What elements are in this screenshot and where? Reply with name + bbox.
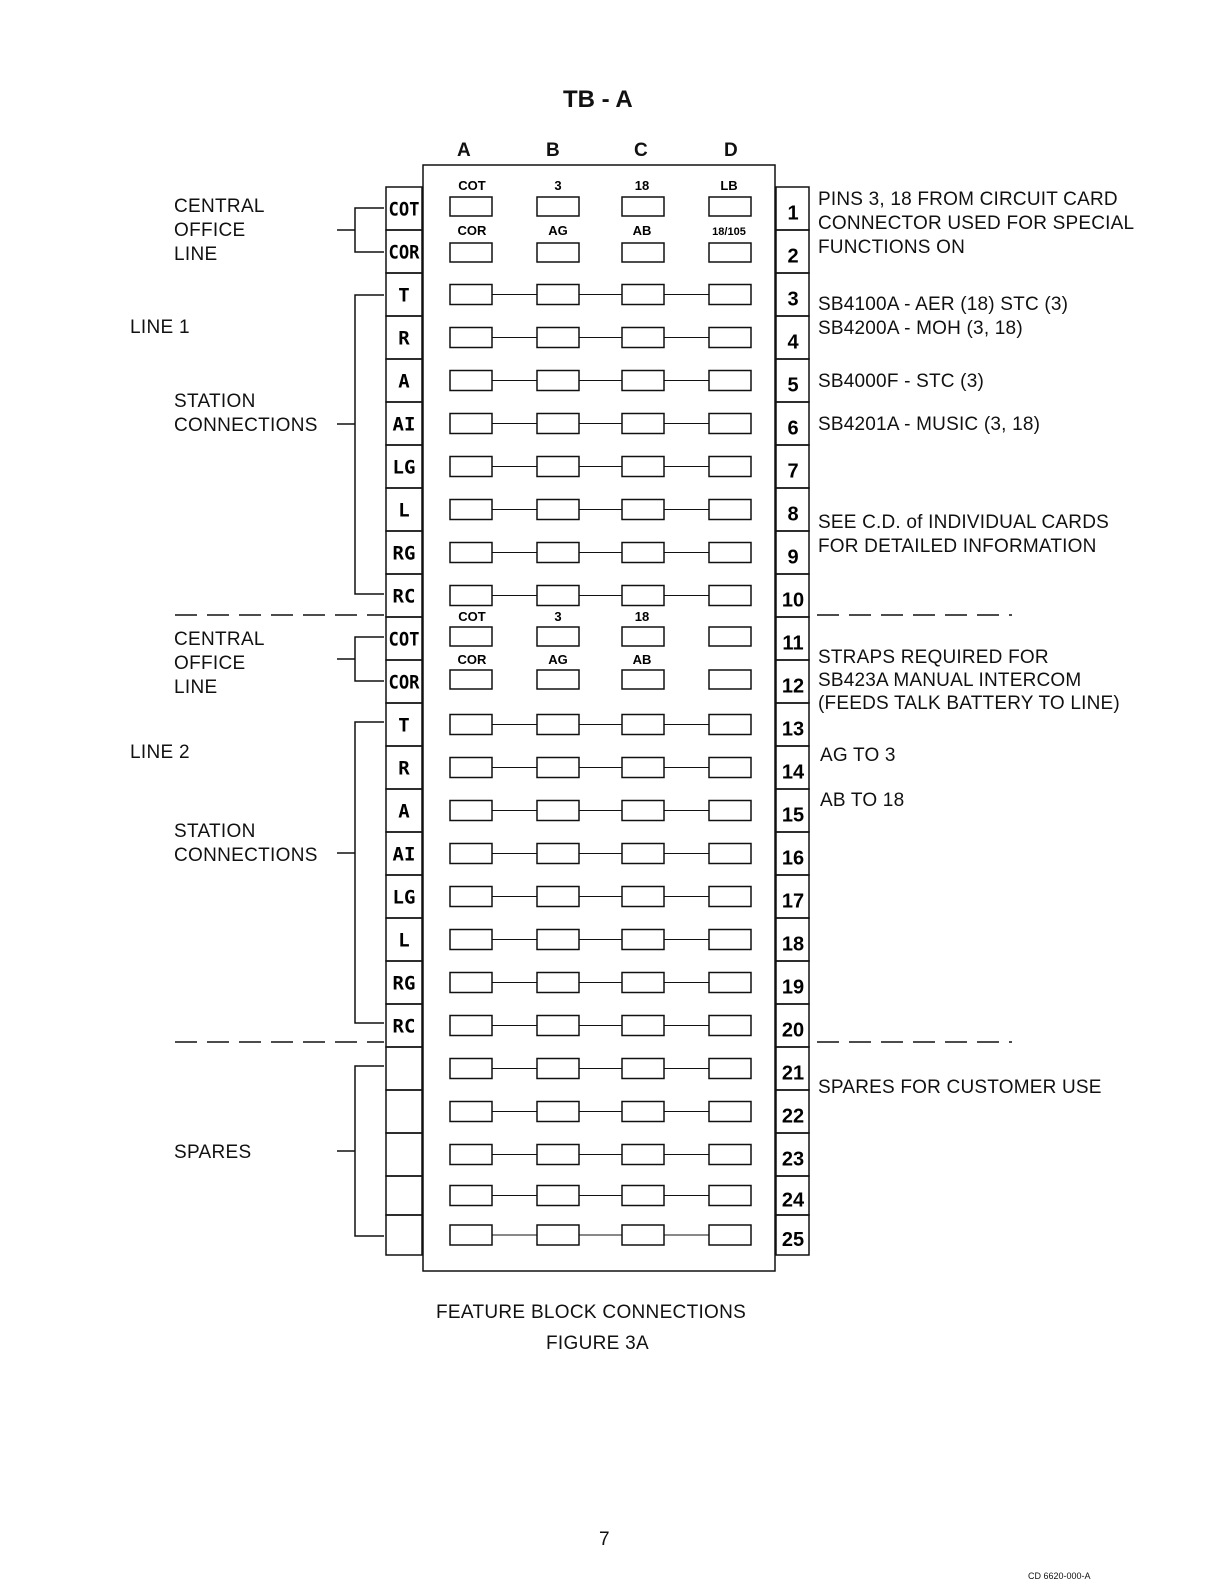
bracket-co-line-1 xyxy=(337,208,384,252)
column-header-a: A xyxy=(457,140,471,161)
label-station-connections-2 xyxy=(174,820,318,868)
terminal-slot xyxy=(537,758,579,778)
terminal-slot xyxy=(537,670,579,689)
terminal-slot xyxy=(537,197,579,216)
row-label-cell xyxy=(386,1090,422,1133)
terminal-slot xyxy=(622,543,664,563)
row-label: LG xyxy=(392,456,416,479)
row-label: AI xyxy=(392,413,416,436)
row-number: 24 xyxy=(781,1189,805,1212)
terminal-slots xyxy=(450,197,751,1245)
row-number: 21 xyxy=(781,1062,805,1085)
label-line: OFFICE xyxy=(174,220,246,241)
row-number: 23 xyxy=(781,1148,805,1171)
row-number-strip xyxy=(776,187,809,1255)
slot-label: AB xyxy=(632,652,652,667)
note-line: (FEEDS TALK BATTERY TO LINE) xyxy=(818,693,1120,714)
terminal-slot xyxy=(450,1225,492,1245)
terminal-slot xyxy=(537,500,579,520)
terminal-slot xyxy=(450,973,492,993)
terminal-slot xyxy=(537,285,579,305)
row-label-strip xyxy=(386,187,422,1255)
slot-label: COT xyxy=(458,178,486,193)
row-number: 19 xyxy=(781,976,805,999)
row-number: 20 xyxy=(781,1019,805,1042)
row-label: COR xyxy=(388,671,420,694)
terminal-slot xyxy=(709,371,751,391)
terminal-slot xyxy=(450,1145,492,1165)
terminal-slot xyxy=(622,1225,664,1245)
terminal-slot xyxy=(537,1016,579,1036)
terminal-slot xyxy=(450,758,492,778)
slot-label: LB xyxy=(720,178,738,193)
label-spares: SPARES xyxy=(174,1142,252,1163)
terminal-slot xyxy=(537,1225,579,1245)
label-line: LINE xyxy=(174,244,218,265)
note-line: STRAPS REQUIRED FOR xyxy=(818,647,1049,668)
terminal-slot xyxy=(709,1102,751,1122)
terminal-slot xyxy=(450,715,492,735)
terminal-slot xyxy=(450,197,492,216)
terminal-slot xyxy=(709,1059,751,1079)
terminal-slot xyxy=(450,1016,492,1036)
row-label-cell xyxy=(386,1215,422,1255)
slot-label: 3 xyxy=(554,609,562,624)
label-line: OFFICE xyxy=(174,653,246,674)
terminal-slot xyxy=(450,1102,492,1122)
note-line: CONNECTOR USED FOR SPECIAL xyxy=(818,213,1135,234)
label-line-2: LINE 2 xyxy=(130,742,190,763)
terminal-slot xyxy=(450,543,492,563)
terminal-slot xyxy=(537,1145,579,1165)
terminal-slot xyxy=(450,1059,492,1079)
terminal-slot xyxy=(537,586,579,606)
label-line: CONNECTIONS xyxy=(174,415,318,436)
terminal-slot xyxy=(622,973,664,993)
row-label: A xyxy=(398,800,410,823)
terminal-slot xyxy=(709,801,751,821)
row-label-cell xyxy=(386,1047,422,1090)
terminal-slot xyxy=(709,457,751,477)
terminal-slot xyxy=(709,543,751,563)
note-spares-customer: SPARES FOR CUSTOMER USE xyxy=(818,1077,1102,1098)
label-co-line-1 xyxy=(174,195,265,267)
note-ag-to-3: AG TO 3 xyxy=(820,745,896,766)
row-label: COT xyxy=(388,198,420,221)
terminal-slot xyxy=(537,801,579,821)
terminal-slot xyxy=(537,1186,579,1206)
terminal-slot xyxy=(622,670,664,689)
terminal-slot xyxy=(450,887,492,907)
row-number: 9 xyxy=(787,546,799,569)
label-line-1: LINE 1 xyxy=(130,317,190,338)
terminal-slot xyxy=(622,371,664,391)
terminal-slot xyxy=(709,1145,751,1165)
label-line: STATION xyxy=(174,391,256,412)
terminal-slot xyxy=(622,1145,664,1165)
terminal-slot xyxy=(537,414,579,434)
terminal-slot xyxy=(709,1225,751,1245)
row-number: 3 xyxy=(787,288,799,311)
label-station-connections-1 xyxy=(174,390,318,438)
terminal-slot xyxy=(450,243,492,262)
slot-label: AB xyxy=(632,223,652,238)
note-sb4000f: SB4000F - STC (3) xyxy=(818,371,985,392)
column-header-c: C xyxy=(634,140,648,161)
terminal-slot xyxy=(709,414,751,434)
slot-labels xyxy=(458,178,746,667)
document-id: CD 6620-000-A xyxy=(1028,1571,1091,1581)
row-number: 17 xyxy=(781,890,805,913)
label-co-line-2 xyxy=(174,628,265,700)
row-label-cell xyxy=(386,1176,422,1215)
terminal-slot xyxy=(622,887,664,907)
note-sb4200a: SB4200A - MOH (3, 18) xyxy=(818,318,1023,339)
terminal-slot xyxy=(709,285,751,305)
terminal-slot xyxy=(450,844,492,864)
terminal-slot xyxy=(622,243,664,262)
terminal-slot xyxy=(537,1059,579,1079)
terminal-slot xyxy=(622,500,664,520)
terminal-slot xyxy=(709,1186,751,1206)
note-line: SEE C.D. of INDIVIDUAL CARDS xyxy=(818,512,1110,533)
row-number: 22 xyxy=(781,1105,805,1128)
terminal-slot xyxy=(709,1016,751,1036)
slot-label: AG xyxy=(548,223,568,238)
slot-label: 18 xyxy=(634,178,650,193)
terminal-slot xyxy=(622,197,664,216)
terminal-slot xyxy=(537,1102,579,1122)
row-label: L xyxy=(398,929,410,952)
row-label: T xyxy=(398,714,410,737)
column-header-b: B xyxy=(546,140,560,161)
terminal-slot xyxy=(622,457,664,477)
row-label: COT xyxy=(388,628,420,651)
terminal-slot xyxy=(622,715,664,735)
row-label: R xyxy=(398,757,410,780)
terminal-slot xyxy=(622,844,664,864)
terminal-slot xyxy=(450,414,492,434)
row-number: 2 xyxy=(787,245,799,268)
terminal-slot xyxy=(709,328,751,348)
terminal-slot xyxy=(537,328,579,348)
terminal-slot xyxy=(537,887,579,907)
terminal-slot xyxy=(537,543,579,563)
row-number: 1 xyxy=(787,202,799,225)
terminal-slot xyxy=(709,715,751,735)
row-label: LG xyxy=(392,886,416,909)
row-label: A xyxy=(398,370,410,393)
terminal-slot xyxy=(622,328,664,348)
slot-label: COR xyxy=(457,652,487,667)
terminal-slot xyxy=(709,243,751,262)
note-line: PINS 3, 18 FROM CIRCUIT CARD xyxy=(818,189,1118,210)
terminal-slot xyxy=(622,930,664,950)
terminal-slot xyxy=(622,1016,664,1036)
row-number: 5 xyxy=(787,374,799,397)
terminal-slot xyxy=(709,197,751,216)
terminal-slot xyxy=(450,930,492,950)
slot-label: COR xyxy=(457,223,487,238)
row-label: R xyxy=(398,327,410,350)
terminal-slot xyxy=(450,670,492,689)
row-label: T xyxy=(398,284,410,307)
bracket-co-line-2 xyxy=(337,637,384,681)
note-sb4201a: SB4201A - MUSIC (3, 18) xyxy=(818,414,1041,435)
row-number: 7 xyxy=(787,460,799,483)
terminal-slot xyxy=(537,930,579,950)
bracket-station-2 xyxy=(337,722,384,1023)
terminal-slot xyxy=(709,844,751,864)
row-label: L xyxy=(398,499,410,522)
terminal-slot xyxy=(622,285,664,305)
terminal-slot xyxy=(709,973,751,993)
label-line: LINE xyxy=(174,677,218,698)
terminal-slot xyxy=(622,1186,664,1206)
terminal-slot xyxy=(709,758,751,778)
terminal-slot xyxy=(709,930,751,950)
row-number: 8 xyxy=(787,503,799,526)
terminal-slot xyxy=(709,670,751,689)
terminal-slot xyxy=(450,500,492,520)
note-line: FOR DETAILED INFORMATION xyxy=(818,536,1097,557)
terminal-slot xyxy=(450,457,492,477)
row-number: 11 xyxy=(782,632,804,655)
terminal-slot xyxy=(622,801,664,821)
terminal-slot xyxy=(622,414,664,434)
note-line: SB423A MANUAL INTERCOM xyxy=(818,670,1082,691)
terminal-slot xyxy=(537,371,579,391)
bracket-spares xyxy=(337,1066,384,1236)
terminal-slot xyxy=(709,887,751,907)
terminal-slot xyxy=(450,801,492,821)
row-label: COR xyxy=(388,241,420,264)
terminal-slot xyxy=(709,500,751,520)
row-number: 25 xyxy=(781,1229,805,1251)
figure-number: FIGURE 3A xyxy=(546,1333,649,1354)
terminal-slot xyxy=(709,586,751,606)
row-number: 4 xyxy=(787,331,799,354)
terminal-slot xyxy=(622,627,664,646)
slot-label: COT xyxy=(458,609,486,624)
terminal-slot xyxy=(537,973,579,993)
row-label: RC xyxy=(392,585,416,608)
row-number: 15 xyxy=(781,804,805,827)
terminal-slot xyxy=(622,1102,664,1122)
bracket-station-1 xyxy=(337,295,384,594)
note-ab-to-18: AB TO 18 xyxy=(820,790,905,811)
figure-caption: FEATURE BLOCK CONNECTIONS xyxy=(436,1302,747,1323)
terminal-slot xyxy=(450,328,492,348)
row-number: 14 xyxy=(781,761,805,784)
row-number: 18 xyxy=(781,933,805,956)
row-number: 6 xyxy=(787,417,799,440)
slot-label: 3 xyxy=(554,178,562,193)
terminal-slot xyxy=(709,627,751,646)
row-number: 12 xyxy=(781,675,805,698)
terminal-slot xyxy=(537,243,579,262)
note-line: FUNCTIONS ON xyxy=(818,237,966,258)
row-label-cell xyxy=(386,1133,422,1176)
terminal-slot xyxy=(450,1186,492,1206)
row-number: 10 xyxy=(781,589,805,612)
column-header-d: D xyxy=(724,140,738,161)
terminal-slot xyxy=(450,285,492,305)
terminal-slot xyxy=(537,627,579,646)
row-label: AI xyxy=(392,843,416,866)
label-line: CONNECTIONS xyxy=(174,845,318,866)
slot-label: 18/105 xyxy=(712,226,746,238)
terminal-slot xyxy=(450,586,492,606)
row-label: RG xyxy=(392,542,416,565)
slot-label: 18 xyxy=(634,609,650,624)
terminal-slot xyxy=(450,371,492,391)
page-number: 7 xyxy=(599,1529,610,1550)
row-number: 16 xyxy=(781,847,805,870)
terminal-slot xyxy=(622,1059,664,1079)
terminal-slot xyxy=(450,627,492,646)
label-line: CENTRAL xyxy=(174,629,265,650)
terminal-slot xyxy=(537,844,579,864)
slot-label: AG xyxy=(548,652,568,667)
note-pins xyxy=(818,188,1134,260)
terminal-slot xyxy=(622,758,664,778)
note-sb4100a: SB4100A - AER (18) STC (3) xyxy=(818,294,1069,315)
label-line: STATION xyxy=(174,821,256,842)
terminal-slot xyxy=(537,457,579,477)
row-label: RG xyxy=(392,972,416,995)
terminal-slot xyxy=(622,586,664,606)
row-label: RC xyxy=(392,1015,416,1038)
note-see-cd xyxy=(818,511,1109,559)
label-line: CENTRAL xyxy=(174,196,265,217)
diagram-title: TB - A xyxy=(563,86,633,113)
row-number: 13 xyxy=(781,718,805,741)
terminal-slot xyxy=(537,715,579,735)
note-straps xyxy=(818,646,1120,715)
